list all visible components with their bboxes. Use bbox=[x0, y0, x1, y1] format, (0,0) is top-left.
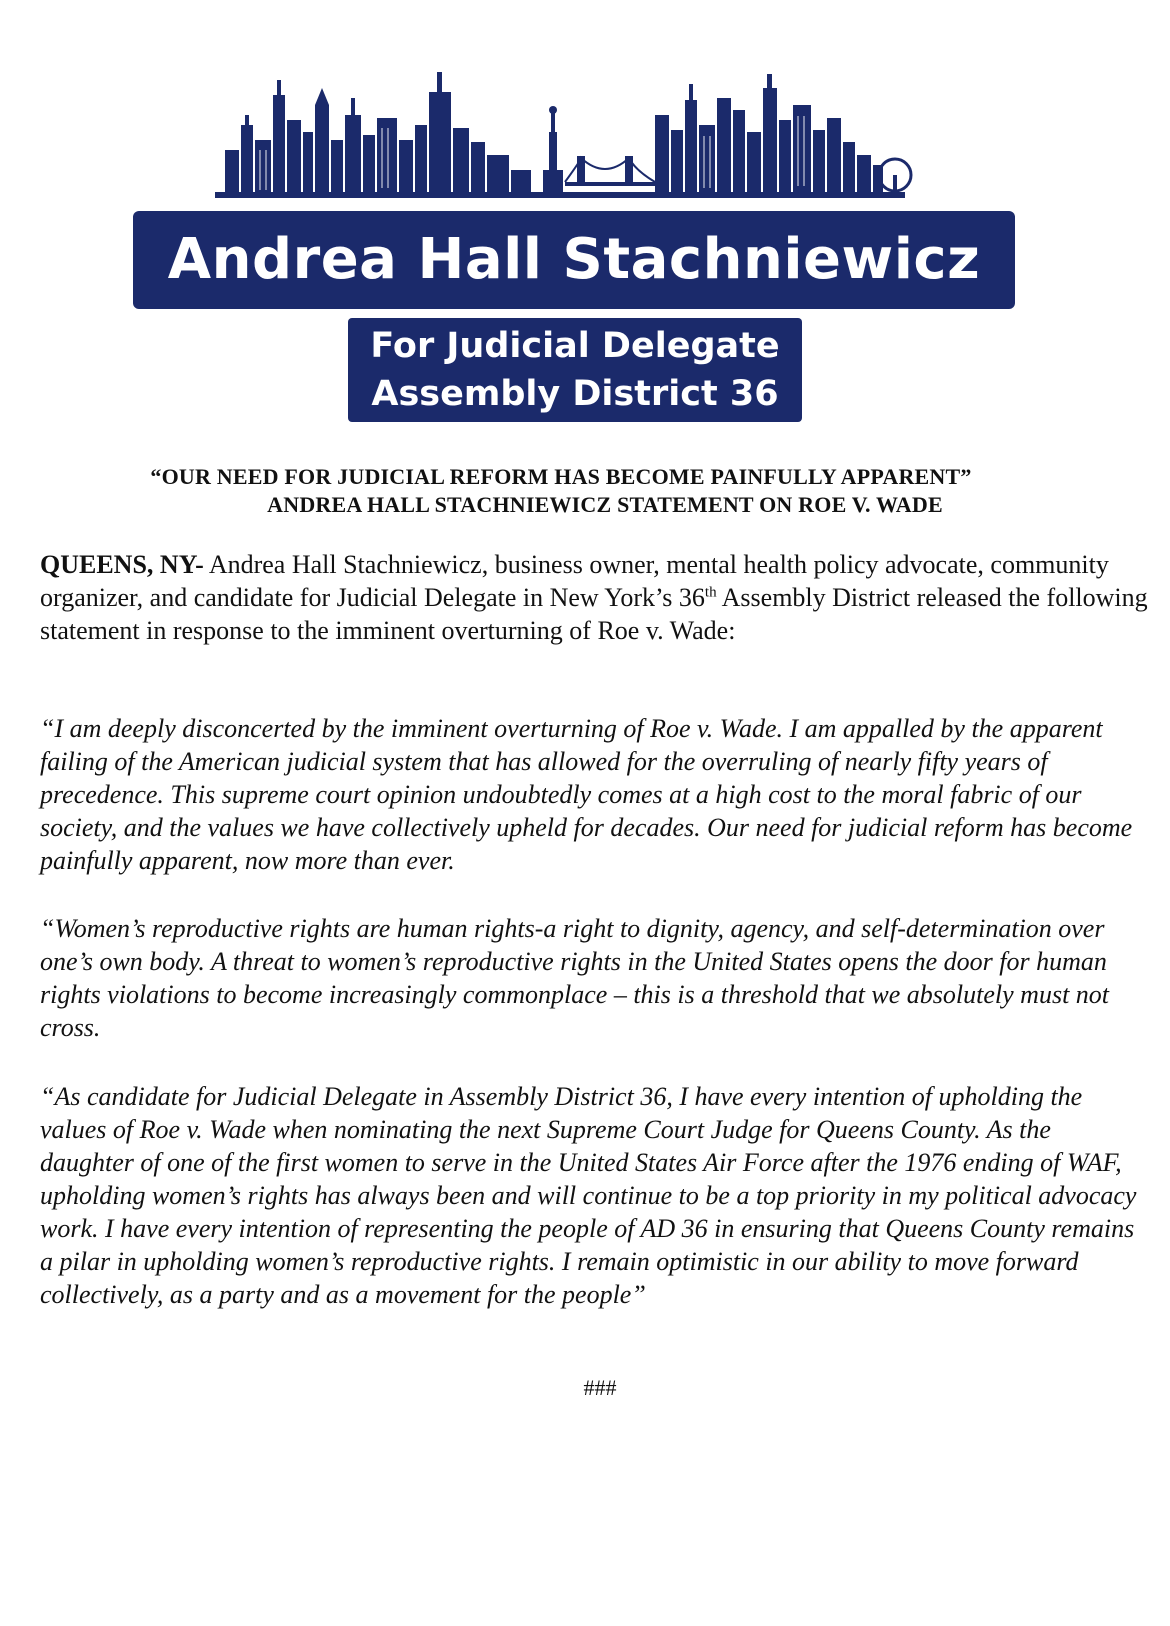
headline-subtitle: ANDREA HALL STACHNIEWICZ STATEMENT ON ROE V. WADE bbox=[267, 492, 943, 517]
headline-quote: “OUR NEED FOR JUDICIAL REFORM HAS BECOME PAINFULLY APPARENT” bbox=[150, 464, 972, 489]
candidate-office-banner bbox=[348, 318, 802, 422]
quote-paragraph-3: “As candidate for Judicial Delegate in Assembly District 36, I have every intention of upholding the values of Roe v. Wade when nominating the next Supreme Court Judge for Queens County. As the daughter of one of the first women to serve in the United States Air Force after the 1976 ending of WAF, upholding women’s rights has always been and will continue to be a top priority in my political advocacy work. I have every intention of representing the people of AD 36 in ensuring that Queens County remains a pilar in upholding women’s reproductive rights. I remain optimistic in our ability to move forward collectively, as a party and as a movement for the people” bbox=[40, 1082, 1137, 1309]
candidate-name-banner: Andrea Hall Stachniewicz bbox=[133, 211, 1015, 309]
intro-text-part-1: Andrea Hall Stachniewicz, business owner, mental health policy advocate, community organizer, and candidate for Judicial Delegate in New York’s 36 bbox=[40, 550, 1109, 612]
campaign-logo bbox=[0, 0, 1170, 430]
ordinal-superscript: th bbox=[704, 584, 717, 601]
dateline: QUEENS, NY- bbox=[40, 550, 204, 579]
office-line-1: For Judicial Delegate bbox=[370, 326, 780, 366]
intro-paragraph bbox=[40, 548, 1150, 647]
new-york-skyline-icon bbox=[215, 70, 935, 205]
end-of-release-mark: ### bbox=[583, 1375, 617, 1400]
office-line-2: Assembly District 36 bbox=[371, 374, 779, 414]
quote-paragraph-1: “I am deeply disconcerted by the imminent overturning of Roe v. Wade. I am appalled by the apparent failing of the American judicial system that has allowed for the overruling of nearly fifty years of precedence. This supreme court opinion undoubtedly comes at a high cost to the moral fabric of our society, and the values we have collectively upheld for decades. Our need for judicial reform has become painfully apparent, now more than ever. bbox=[40, 714, 1133, 875]
intro-text-part-2: Assembly District released the following statement in response to the imminent overturning of Roe v. Wade: bbox=[40, 583, 1148, 645]
quote-paragraph-2: “Women’s reproductive rights are human rights-a right to dignity, agency, and self-determination over one’s own body. A threat to women’s reproductive rights in the United States opens the door for human rights violations to become increasingly commonplace – this is a threshold that we absolutely must not cross. bbox=[40, 914, 1110, 1042]
